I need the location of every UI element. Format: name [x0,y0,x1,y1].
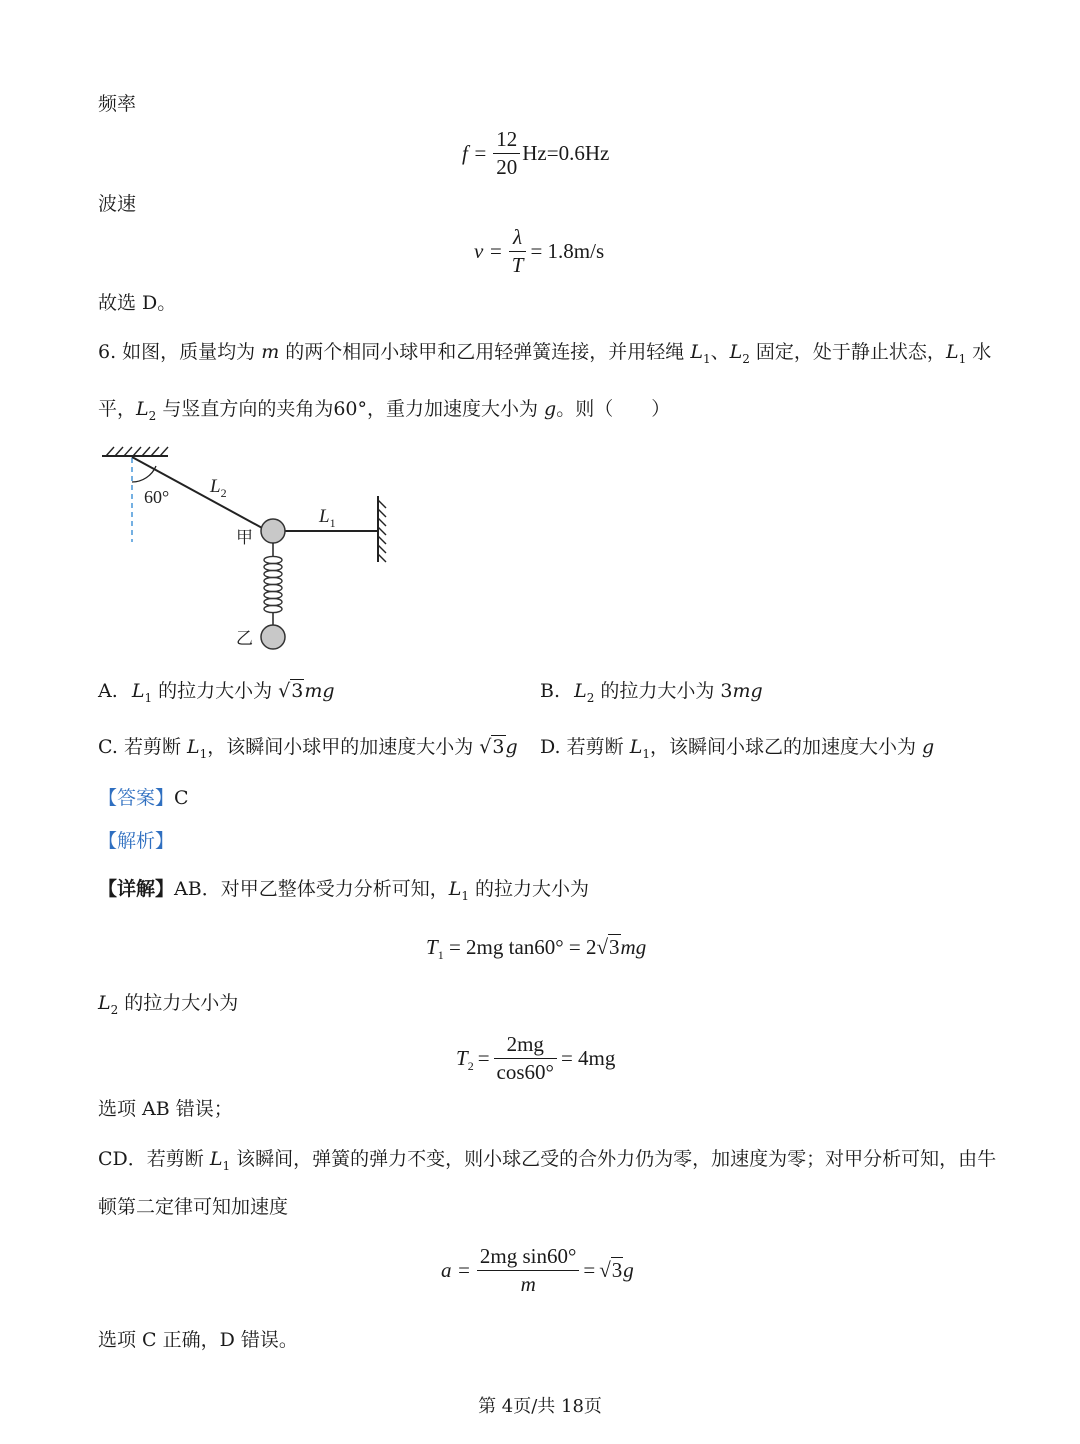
t1-lhs: T [426,935,438,959]
t2-lhs: T [456,1046,468,1071]
detail-text2: 的拉力大小为 [468,878,590,900]
option-a[interactable] [98,680,335,705]
q6-2a: 平， [98,398,137,420]
q6-m: m [261,341,280,363]
option-b[interactable] [540,680,763,705]
text-choose-d: 故选 D。 [98,292,177,314]
option-a-L1: $L_1$ [131,680,153,705]
v-fraction [509,226,527,277]
cd-L1: $L_1$ [209,1148,231,1173]
q6-2d: 。则（ ） [556,398,671,420]
option-a-mg: mg [304,680,335,702]
angle-label: 60° [144,487,170,507]
a-den: m [520,1272,536,1297]
label-jia: 甲 [236,528,253,548]
v-num: λ [509,226,527,252]
t1-mid: = 2mg tan60° = 2 [443,935,597,959]
ball-yi [261,625,285,649]
final-line: 选项 C 正确，D 错误。 [98,1329,298,1351]
label-L1: $L_1$ [319,506,336,530]
cd-text-a: CD．若剪断 [98,1148,210,1170]
q6-2-L2: $L_2$ [136,398,157,423]
option-c[interactable] [98,736,518,761]
option-d[interactable] [540,736,935,761]
formula-T1: $T_1 = 2mg$ tan60° = 2√3mg [426,935,647,962]
l2-text: 的拉力大小为 [118,992,239,1014]
formula-acceleration [441,1245,634,1296]
option-d-label: D. 若剪断 [540,736,630,758]
option-b-L2: $L_2$ [574,680,595,705]
a-end: g [623,1258,634,1283]
a-eq: = [583,1258,596,1283]
t1-end: mg [620,935,647,959]
question-6-line2 [98,398,671,423]
f-num: 12 [493,128,520,154]
analysis-label: 【解析】 [98,830,175,852]
v-den: T [511,253,524,278]
physics-figure [96,444,396,659]
t2-rhs: = 4mg [560,1046,616,1071]
detail-text: AB．对甲乙整体受力分析可知， [174,878,449,900]
option-a-sqrt: √3 [278,680,304,702]
q6-text-e: 水 [966,341,992,363]
label-yi: 乙 [236,629,253,649]
cd-text-b: 该瞬间，弹簧的弹力不变，则小球乙受的合外力仍为零，加速度为零；对甲分析可知，由牛 [230,1148,997,1170]
question-6-line1 [98,341,992,366]
f-fraction [493,128,520,179]
option-c-sqrt: √3 [479,736,505,758]
t2-den: cos60° [496,1060,554,1085]
a-fraction [477,1245,580,1296]
option-d-L1: $L_1$ [629,736,650,761]
l2-symbol: $L_2$ [98,992,119,1017]
option-a-label: A. [98,680,118,702]
option-c-L1: $L_1$ [186,736,208,761]
label-L2: $L_2$ [210,476,227,500]
cd-line1 [98,1148,997,1173]
a-lhs: a = [441,1258,471,1283]
q6-text-c: 、 [710,341,730,363]
l2-tension-line [98,992,239,1017]
detail-L1: $L_1$ [448,878,469,903]
a-sqrt: √3 [599,1258,623,1283]
q6-L2: $L_2$ [729,341,750,366]
answer-value: C [174,787,189,809]
page-footer: 第 4页/共 18页 [478,1396,602,1417]
f-lhs: f = [462,141,488,166]
v-rhs: = 1.8m/s [530,239,605,264]
answer-line [98,789,189,808]
option-c-text: ，该瞬间小球甲的加速度大小为 [207,736,480,758]
a-num: 2mg sin60° [477,1245,580,1271]
q6-text-d: 固定，处于静止状态， [749,341,946,363]
detail-label: 【详解】 [98,878,175,900]
option-a-text: 的拉力大小为 [152,680,279,702]
text-frequency-label: 频率 [98,93,137,115]
ball-jia [261,519,285,543]
option-d-text: ，该瞬间小球乙的加速度大小为 [649,736,922,758]
q6-text-b: 的两个相同小球甲和乙用轻弹簧连接，并用轻绳 [279,341,691,363]
option-d-g: g [922,736,935,758]
formula-wave-speed [474,226,604,277]
q6-L1: $L_1$ [690,341,711,366]
option-c-label: C. 若剪断 [98,736,187,758]
formula-frequency [462,128,609,179]
option-c-g: g [505,736,518,758]
f-den: 20 [496,155,518,180]
t1-sqrt: √3 [596,935,620,959]
wall-hatch [378,500,386,562]
t2-num: 2mg [494,1033,557,1059]
q6-2b: 与竖直方向的夹角为60°，重力加速度大小为 [156,398,545,420]
option-b-mg: mg [732,680,763,702]
q6-L1b: $L_1$ [945,341,967,366]
cd-line2: 顿第二定律可知加速度 [98,1196,289,1218]
q6-2c: g [544,398,557,420]
formula-T2: T 2 = $\frac{2mg}{\cos 60^\circ}$ = 4mg [456,1032,616,1085]
detail-line [98,878,590,903]
ceiling-hatch [106,447,168,456]
answer-label: 【答案】 [98,787,175,809]
f-rhs: Hz=0.6Hz [522,141,610,166]
v-lhs: v = [474,239,503,264]
option-b-label: B. [540,680,561,702]
spring-coils [264,556,282,612]
t2-fraction [494,1033,557,1084]
ab-wrong: 选项 AB 错误； [98,1098,233,1120]
option-b-text: 的拉力大小为 3 [594,680,733,702]
q6-text-a: 6. 如图，质量均为 [98,341,262,363]
text-wave-speed-label: 波速 [98,193,137,215]
